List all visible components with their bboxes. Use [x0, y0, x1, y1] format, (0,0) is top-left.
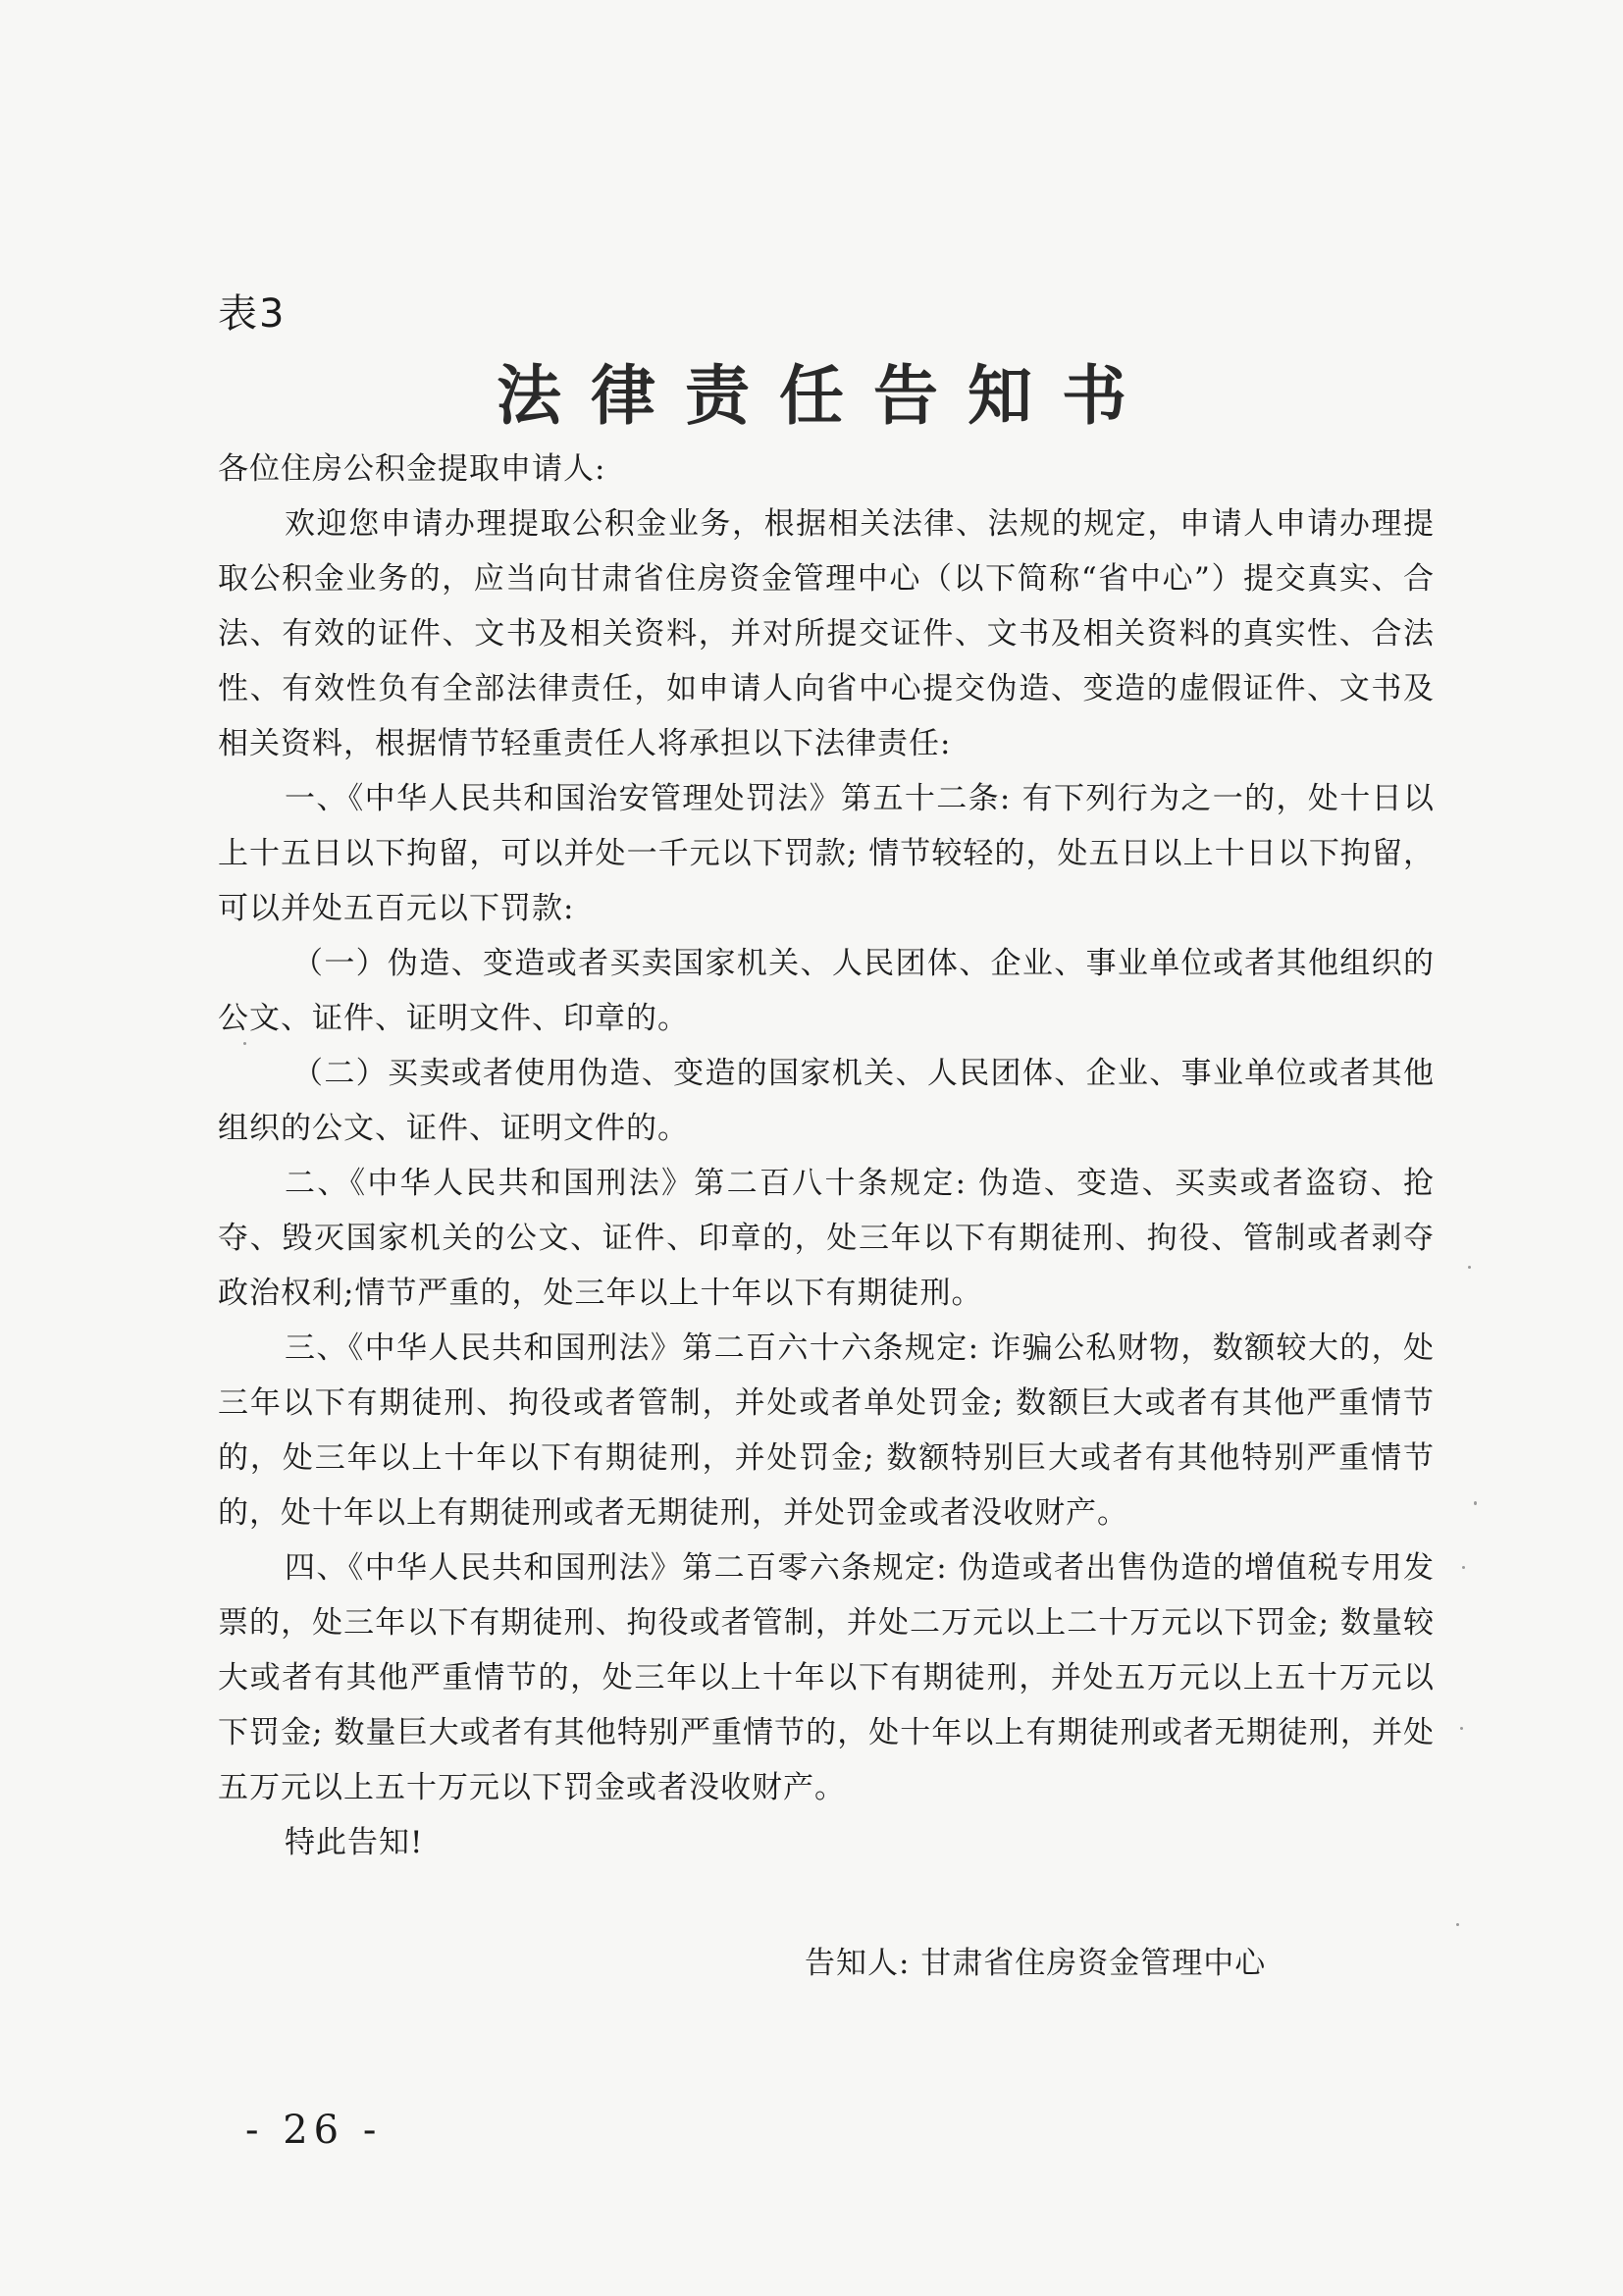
signature-line: 告知人: 甘肃省住房资金管理中心: [805, 1946, 1267, 1981]
page-number: - 26 -: [245, 2108, 383, 2153]
clause-four-paragraph: 四、《中华人民共和国刑法》第二百零六条规定: 伪造或者出售伪造的增值税专用发票的，处三年以下有期徒刑、拘役或者管制，并处二万元以上二十万元以下罚金; 数量较大或者有其他严重情节的，处三年以上十年以下有期徒刑，并处五万元以上五十万元以下罚金; 数量巨大或者有其他特别严重情节的，处十年以上有期徒刑或者无期徒刑，并处五万元以上五十万元以下罚金或者没收财产。: [218, 1550, 1435, 1805]
clause-one-paragraph: 一、《中华人民共和国治安管理处罚法》第五十二条: 有下列行为之一的，处十日以上十五日以下拘留，可以并处一千元以下罚款; 情节较轻的，处五日以上十日以下拘留，可以并处五百元以下罚款:: [218, 781, 1435, 926]
scan-speck: [1462, 1566, 1465, 1569]
scan-speck: [1456, 1923, 1459, 1926]
document-body: [218, 442, 1435, 1870]
intro-paragraph: 欢迎您申请办理提取公积金业务，根据相关法律、法规的规定，申请人申请办理提取公积金业务的，应当向甘肃省住房资金管理中心（以下简称“省中心”）提交真实、合法、有效的证件、文书及相关资料，并对所提交证件、文书及相关资料的真实性、合法性、有效性负有全部法律责任，如申请人向省中心提交伪造、变造的虚假证件、文书及相关资料，根据情节轻重责任人将承担以下法律责任:: [218, 506, 1435, 761]
clause-two-paragraph: 二、《中华人民共和国刑法》第二百八十条规定: 伪造、变造、买卖或者盗窃、抢夺、毁灭国家机关的公文、证件、印章的，处三年以下有期徒刑、拘役、管制或者剥夺政治权利;情节严重的，处三年以上十年以下有期徒刑。: [218, 1166, 1435, 1311]
scan-speck: [243, 1042, 246, 1045]
scan-speck: [1468, 1266, 1471, 1269]
greeting: 各位住房公积金提取申请人:: [218, 451, 606, 487]
clause-three-paragraph: 三、《中华人民共和国刑法》第二百六十六条规定: 诈骗公私财物，数额较大的，处三年以下有期徒刑、拘役或者管制，并处或者单处罚金; 数额巨大或者有其他严重情节的，处三年以上十年以下有期徒刑，并处罚金; 数额特别巨大或者有其他特别严重情节的，处十年以上有期徒刑或者无期徒刑，并处罚金或者没收财产。: [218, 1331, 1435, 1531]
table-label: 表3: [218, 291, 287, 337]
scan-speck: [1474, 1501, 1477, 1505]
document-title: 法律责任告知书: [497, 357, 1156, 434]
clause-one-item-two: （二）买卖或者使用伪造、变造的国家机关、人民团体、企业、事业单位或者其他组织的公文、证件、证明文件的。: [218, 1056, 1435, 1146]
clause-one-item-one: （一）伪造、变造或者买卖国家机关、人民团体、企业、事业单位或者其他组织的公文、证件、证明文件、印章的。: [218, 946, 1435, 1036]
scan-speck: [1460, 1727, 1463, 1730]
closing-notice: 特此告知!: [285, 1825, 424, 1860]
